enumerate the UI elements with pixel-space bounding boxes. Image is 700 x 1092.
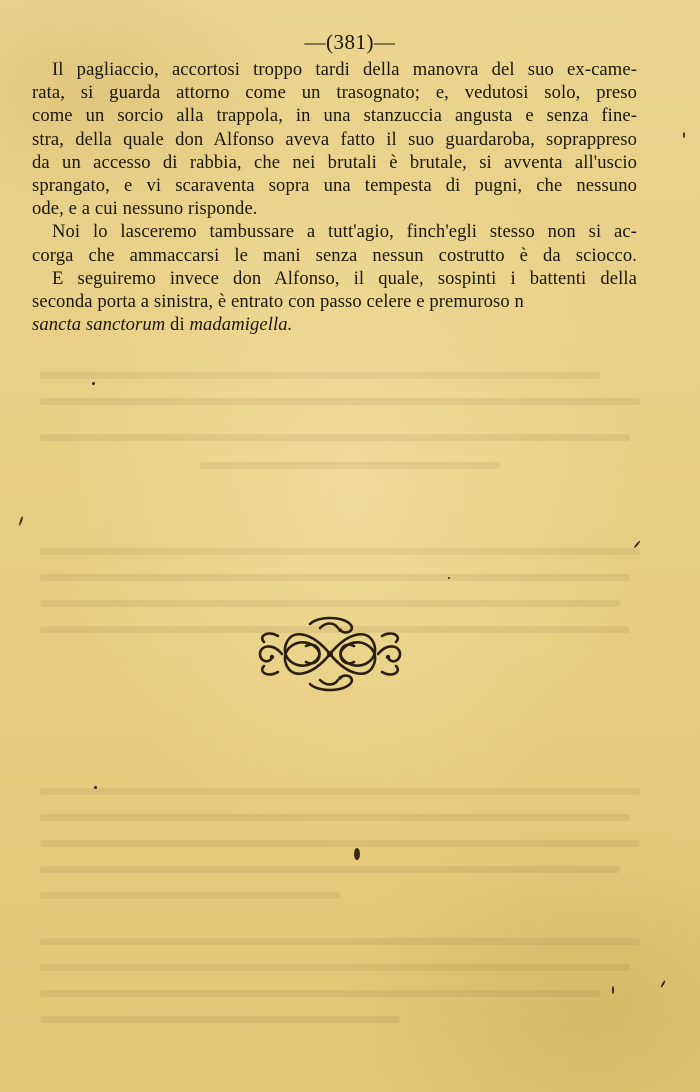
show-through-line	[40, 814, 630, 821]
show-through-line	[40, 1016, 400, 1023]
ink-speck	[354, 848, 360, 860]
italic-phrase: sancta sanctorum	[32, 314, 166, 336]
ink-speck	[683, 132, 685, 138]
scroll-ornament-icon	[252, 614, 408, 694]
body-text	[32, 58, 637, 336]
plain-phrase: di	[165, 314, 190, 336]
text-line: stra, della quale don Alfonso aveva fatto il suo guardaroba, soprappreso	[32, 128, 637, 150]
show-through-line	[40, 398, 640, 405]
text-line: ode, e a cui nessuno risponde.	[32, 198, 258, 220]
show-through-line	[40, 574, 630, 581]
text-line: da un accesso di rabbia, che nei brutali è brutale, si avventa all'uscio	[32, 151, 637, 173]
text-line: rata, si guarda attorno come un trasognato; e, vedutosi solo, preso	[32, 82, 637, 104]
text-line-final	[32, 313, 637, 336]
ink-speck	[612, 986, 614, 994]
show-through-line	[200, 462, 500, 469]
show-through-line	[40, 434, 630, 441]
text-line: E seguiremo invece don Alfonso, il quale, sospinti i battenti della	[52, 267, 637, 289]
page-number: —(381)—	[304, 30, 396, 54]
paragraph-2	[32, 220, 637, 266]
ink-speck	[660, 980, 666, 988]
paragraph-1	[32, 58, 637, 220]
text-line: corga che ammaccarsi le mani senza nessun costrutto è da sciocco.	[32, 244, 637, 266]
ink-speck	[92, 382, 95, 385]
ink-speck	[94, 786, 97, 789]
italic-phrase: madamigella.	[189, 314, 293, 336]
ink-speck	[448, 577, 450, 579]
text-line: seconda porta a sinistra, è entrato con passo celere e premuroso n	[32, 291, 524, 313]
text-line: Noi lo lasceremo tambussare a tutt'agio, finch'egli stesso non si ac-	[52, 221, 637, 243]
show-through-line	[40, 892, 340, 899]
ink-speck	[19, 516, 24, 526]
text-line: sprangato, e vi scaraventa sopra una tempesta di pugni, che nessuno	[32, 175, 637, 197]
show-through-line	[40, 840, 640, 847]
text-line: Il pagliaccio, accortosi troppo tardi della manovra del suo ex-came-	[52, 59, 637, 80]
show-through-line	[40, 866, 620, 873]
paragraph-3	[32, 267, 637, 337]
show-through-line	[40, 938, 640, 945]
show-through-line	[40, 788, 640, 795]
text-line: come un sorcio alla trappola, in una stanzuccia angusta e senza fine-	[32, 105, 637, 127]
show-through-line	[40, 964, 630, 971]
show-through-line	[40, 600, 620, 607]
show-through-line	[40, 548, 640, 555]
show-through-line	[40, 990, 600, 997]
show-through-line	[40, 372, 600, 379]
